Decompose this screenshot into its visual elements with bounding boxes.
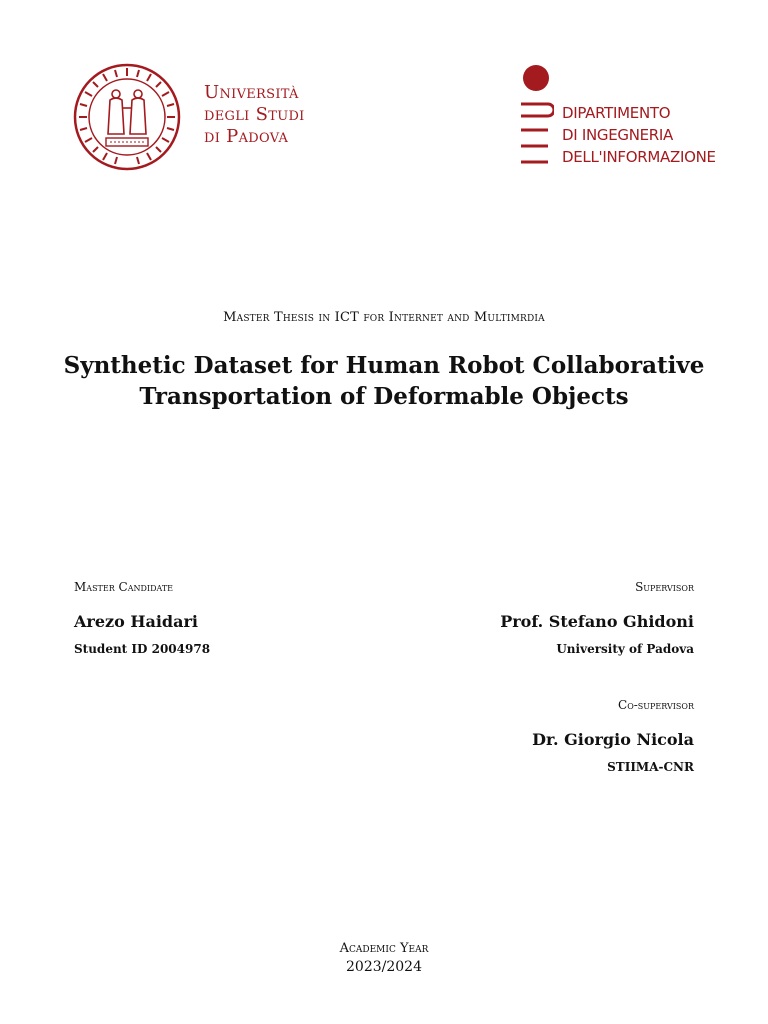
academic-year-label: Academic Year <box>339 941 429 956</box>
supervisor-name: Prof. Stefano Ghidoni <box>500 612 694 631</box>
thesis-title-line-2: Transportation of Deformable Objects <box>139 383 629 410</box>
department-logo <box>518 64 716 174</box>
supervisor-role: Supervisor <box>635 580 694 594</box>
university-name-line-3: di Padova <box>204 126 289 147</box>
candidate-name: Arezo Haidari <box>74 612 198 631</box>
cosupervisor-affiliation: STIIMA-CNR <box>607 760 694 774</box>
university-logo <box>72 62 372 172</box>
cosupervisor-name: Dr. Giorgio Nicola <box>532 730 694 749</box>
university-name-line-2: degli Studi <box>204 104 305 125</box>
university-seal-icon <box>72 62 182 172</box>
department-name-line-3: DELL'INFORMAZIONE <box>562 148 716 166</box>
degree-line: Master Thesis in ICT for Internet and Multimrdia <box>223 310 545 325</box>
university-name-line-1: Università <box>204 82 299 103</box>
candidate-student-id: Student ID 2004978 <box>74 642 211 656</box>
thesis-title-line-1: Synthetic Dataset for Human Robot Collaborative <box>63 352 705 379</box>
thesis-title <box>40 350 728 412</box>
department-name-line-2: DI INGEGNERIA <box>562 126 674 144</box>
department-name-line-1: DIPARTIMENTO <box>562 104 671 122</box>
department-mark-icon <box>518 64 554 168</box>
university-name <box>204 82 305 148</box>
department-name <box>562 102 716 168</box>
cosupervisor-role: Co-supervisor <box>618 698 694 712</box>
supervisor-affiliation: University of Padova <box>556 642 694 656</box>
academic-year-value: 2023/2024 <box>346 959 422 975</box>
candidate-role: Master Candidate <box>74 580 174 594</box>
